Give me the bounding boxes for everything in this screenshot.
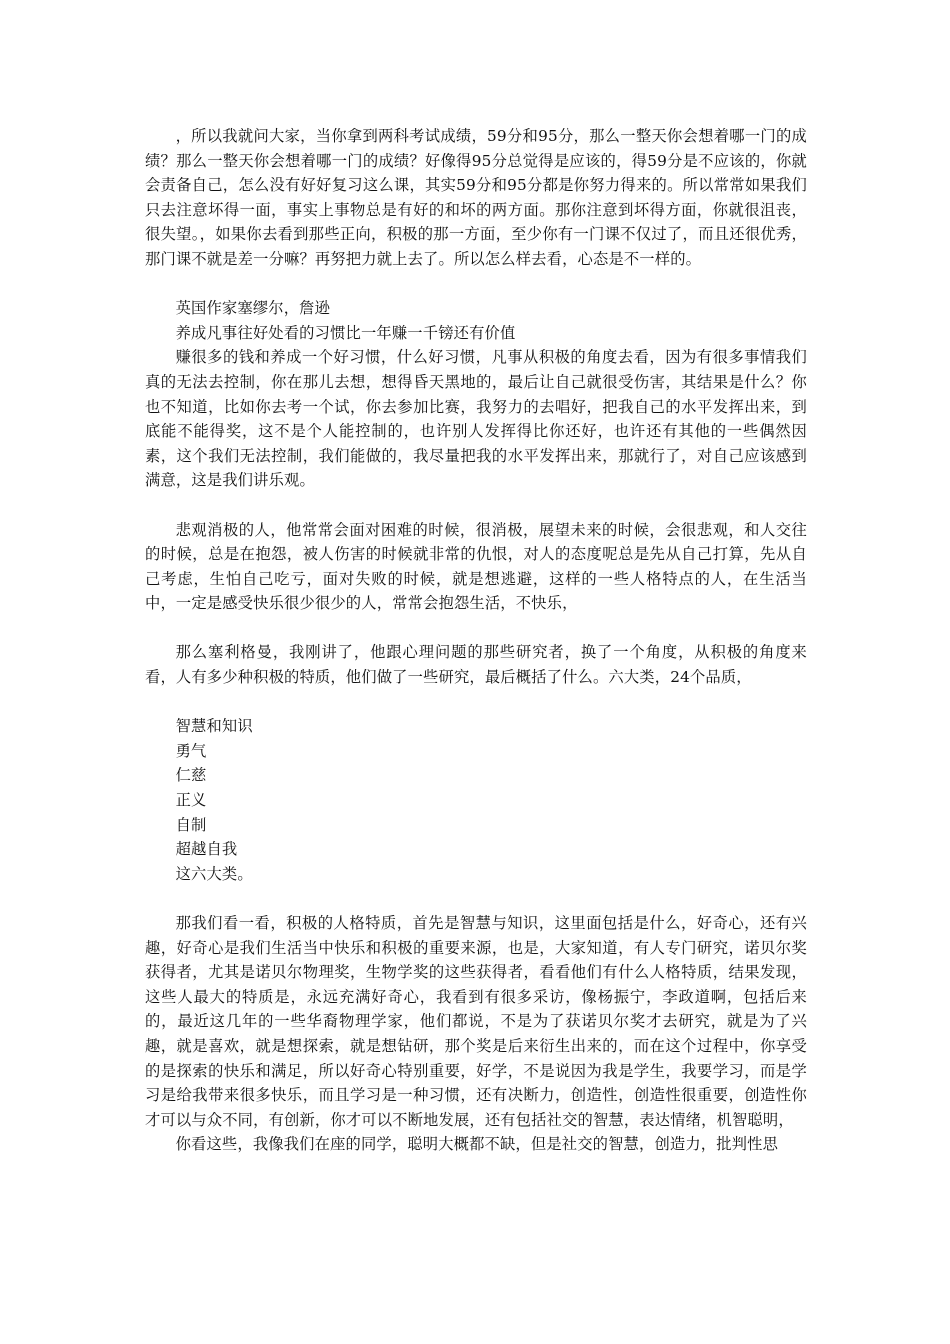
quote-line: 养成凡事往好处看的习惯比一年赚一千镑还有价值 — [175, 323, 516, 342]
list-item: 勇气 — [175, 741, 207, 760]
list-item: 这六大类。 — [175, 864, 253, 883]
list-item: 仁慈 — [175, 766, 207, 785]
paragraph-gap — [145, 493, 807, 518]
paragraph-seligman: 那么塞利格曼，我刚讲了，他跟心理问题的那些研究者，换了一个角度，从积极的角度来看，人有多少种积极的特质，他们做了一些研究，最后概括了什么。六大类，24个品质， — [145, 643, 807, 687]
paragraph-exam-scores: ，所以我就问大家，当你拿到两科考试成绩，59分和95分，那么一整天你会想着哪一门的成绩？那么一整天你会想着哪一门的成绩？好像得95分总觉得是应该的，得59分是不应该的，你就会责备自己，怎么没有好好复习这么课，其实59分和95分都是你努力得来的。所以常常如果我们只去注意坏得一面，事实上事物总是有好的和坏的两方面。那你注意到坏得方面，你就很沮丧，很失望。，如果你去看到那些正向，积极的那一方面，至少你有一门课不仅过了，而且还很优秀，那门课不就是差一分嘛？再努把力就上去了。所以怎么样去看，心态是不一样的。 — [145, 127, 807, 268]
document-body — [145, 124, 807, 1157]
list-item: 超越自我 — [175, 840, 238, 859]
virtue-list — [145, 714, 807, 886]
paragraph-curiosity: 那我们看一看，积极的人格特质，首先是智慧与知识，这里面包括是什么，好奇心，还有兴趣，好奇心是我们生活当中快乐和积极的重要来源，也是，大家知道，有人专门研究，诺贝尔奖获得者，尤其是诺贝尔物理奖，生物学奖的这些获得者，看看他们有什么人格特质，结果发现，这些人最大的特质是，永远充满好奇心，我看到有很多采访，像杨振宁，李政道啊，包括后来的，最近这几年的一些华裔物理学家，他们都说，不是为了获诺贝尔奖才去研究，就是为了兴趣，就是喜欢，就是想探索，就是想钻研，那个奖是后来衍生出来的，而在这个过程中，你享受的是探索的快乐和满足，所以好奇心特别重要，好学，不是说因为我是学生，我要学习，而是学习是给我带来很多快乐，而且学习是一种习惯，还有决断力，创造性，创造性很重要，创造性你才可以与众不同，有创新，你才可以不断地发展，还有包括社交的智慧，表达情绪，机智聪明， — [145, 914, 807, 1129]
paragraph-pessimism: 悲观消极的人，他常常会面对困难的时候，很消极，展望未来的时候，会很悲观，和人交往的时候，总是在抱怨，被人伤害的时候就非常的仇恨，对人的态度呢总是先从自己打算，先从自己考虑，生怕自己吃亏，面对失败的时候，就是想逃避，这样的一些人格特点的人，在生活当中，一定是感受快乐很少很少的人，常常会抱怨生活，不快乐， — [145, 520, 807, 613]
paragraph-social-wisdom: 你看这些，我像我们在座的同学，聪明大概都不缺，但是社交的智慧，创造力，批判性思 — [175, 1135, 779, 1154]
list-item: 智慧和知识 — [175, 717, 253, 736]
paragraph-gap — [145, 616, 807, 641]
paragraph-gap — [145, 272, 807, 297]
paragraph-good-habit: 赚很多的钱和养成一个好习惯，什么好习惯，凡事从积极的角度去看，因为有很多事情我们真的无法去控制，你在那儿去想，想得昏天黑地的，最后让自己就很受伤害，其结果是什么？你也不知道，比如你去考一个试，你去参加比赛，我努力的去唱好，把我自己的水平发挥出来，到底能不能得奖，这不是个人能控制的，也许别人发挥得比你还好，也许还有其他的一些偶然因素，这个我们无法控制，我们能做的，我尽量把我的水平发挥出来，那就行了，对自己应该感到满意，这是我们讲乐观。 — [145, 348, 807, 490]
paragraph-gap — [145, 690, 807, 715]
list-item: 正义 — [175, 791, 207, 810]
author-line: 英国作家塞缪尔，詹逊 — [175, 299, 331, 318]
paragraph-gap — [145, 886, 807, 911]
list-item: 自制 — [175, 815, 207, 834]
